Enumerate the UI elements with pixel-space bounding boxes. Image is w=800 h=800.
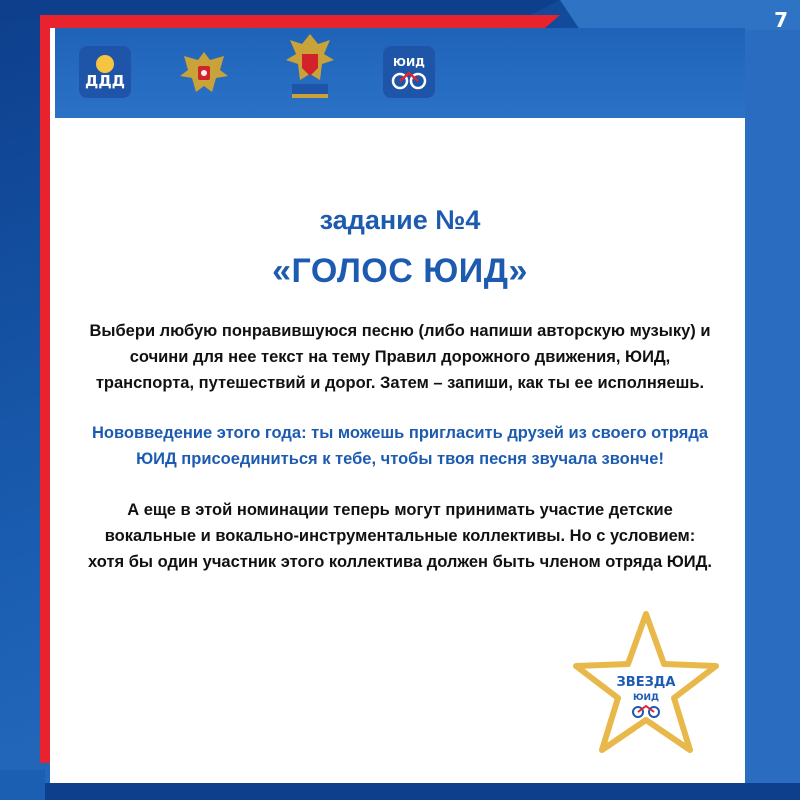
- star-yuid-logo: [572, 608, 720, 756]
- ddd-logo-icon: [79, 46, 131, 98]
- yuid-logo-icon: [383, 46, 435, 98]
- left-red-bar: [40, 28, 50, 763]
- svg-text:ДДД: ДДД: [84, 72, 126, 90]
- task-title: задание №4: [319, 205, 481, 235]
- star-logo-sub: ЮИД: [632, 693, 660, 703]
- task-paragraph-highlight: Нововведение этого года: ты можешь пригласить друзей из своего отряда ЮИД присоединиться к тебе, чтобы твоя песня звучала звонче!: [91, 424, 709, 468]
- education-eagle-emblem-icon: [178, 46, 230, 98]
- task-paragraph-main: Выбери любую понравившуюся песню (либо напиши авторскую музыку) и сочини для нее текст на тему Правил дорожного движения, ЮИД, транспорта, путешествий и дорог. Затем – запиши, как ты ее исполняешь.: [89, 322, 711, 392]
- svg-text:ЮИД: ЮИД: [393, 56, 425, 69]
- task-subtitle: «ГОЛОС ЮИД»: [272, 252, 528, 290]
- task-paragraph-collectives: А еще в этой номинации теперь могут принимать участие детские вокальные и вокально-инструментальные коллективы. Но с условием: хотя бы один участник этого коллектива должен быть членом отряда ЮИД.: [88, 501, 712, 571]
- star-logo-title: ЗВЕЗДА: [616, 675, 676, 690]
- page-number: 7: [774, 8, 788, 32]
- police-emblem-icon: [284, 32, 336, 102]
